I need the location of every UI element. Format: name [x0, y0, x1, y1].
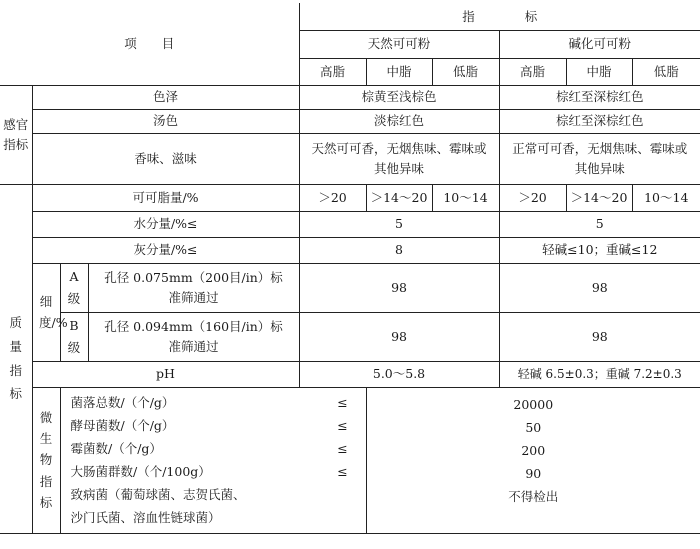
- yeast-name: 酵母菌数/（个/g）: [70, 418, 175, 433]
- pathogen-name-2: 沙门氏菌、溶血性链球菌）: [70, 510, 221, 525]
- fat-alkalized-mid: ＞14～20: [566, 184, 632, 211]
- colony-op: ≤: [337, 395, 348, 410]
- fineness-a-text: [88, 263, 299, 312]
- colony-name: 菌落总数/（个/g）: [70, 395, 175, 410]
- aroma-name: 香味、滋味: [32, 133, 299, 184]
- fineness-b-text: [88, 312, 299, 361]
- fineness-a-alkalized: 98: [499, 263, 700, 312]
- grade-mid-alkalized: 中脂: [566, 58, 632, 85]
- micro-item-colony: [71, 391, 360, 414]
- aroma-natural: [299, 133, 499, 184]
- ash-name: 灰分量/%≤: [32, 237, 299, 263]
- grade-a-text: A级: [67, 269, 81, 306]
- fineness-b-natural: 98: [299, 312, 499, 361]
- grade-a-label: [60, 263, 88, 312]
- indicator-header: [299, 3, 700, 30]
- fat-alkalized-low: 10～14: [632, 184, 700, 211]
- quality-group-label: [0, 184, 32, 533]
- yeast-op: ≤: [337, 418, 348, 433]
- fat-alkalized-high: ＞20: [499, 184, 566, 211]
- pathogen-name-1: 致病菌（葡萄球菌、志贺氏菌、: [70, 487, 246, 502]
- item-header: [0, 3, 299, 85]
- grade-mid-natural: 中脂: [366, 58, 432, 85]
- moisture-natural: 5: [299, 211, 499, 237]
- micro-item-yeast: [71, 414, 360, 437]
- moisture-alkalized: 5: [499, 211, 700, 237]
- micro-items: [60, 387, 366, 533]
- fineness-b-desc: 孔径 0.094mm（160目/in）标准筛通过: [104, 319, 283, 354]
- fineness-label: [32, 263, 68, 361]
- ph-natural: 5.0～5.8: [299, 361, 499, 387]
- pathogen-value-blank: [369, 508, 699, 531]
- grade-high-natural: 高脂: [299, 58, 366, 85]
- alkalized-header: 碱化可可粉: [499, 30, 700, 58]
- pathogen-value: 不得检出: [508, 489, 559, 504]
- fineness-b-alkalized: 98: [499, 312, 700, 361]
- aroma-alkalized: [499, 133, 700, 184]
- ph-name: pH: [32, 361, 299, 387]
- micro-item-mold: [71, 437, 360, 460]
- grade-b-text: B级: [67, 318, 81, 355]
- micro-group-text: 微生物指标: [39, 409, 53, 510]
- micro-item-pathogen-cont: [71, 506, 360, 529]
- liquor-color-natural: 淡棕红色: [299, 109, 499, 133]
- mold-name: 霉菌数/（个/g）: [70, 441, 162, 456]
- liquor-color-name: 汤色: [32, 109, 299, 133]
- moisture-name: 水分量/%≤: [32, 211, 299, 237]
- sensory-group-label: [0, 85, 32, 184]
- liquor-color-alkalized: 棕红至深棕红色: [499, 109, 700, 133]
- grade-low-alkalized: 低脂: [632, 58, 700, 85]
- aroma-alkalized-text: 正常可可香，无烟焦味、霉味或其他异味: [512, 141, 688, 176]
- ph-alkalized: 轻碱 6.5±0.3；重碱 7.2±0.3: [499, 361, 700, 387]
- coliform-name: 大肠菌群数/（个/100g）: [70, 464, 211, 479]
- sensory-group-text: 感官指标: [3, 117, 29, 152]
- grade-low-natural: 低脂: [432, 58, 499, 85]
- mold-value: 200: [521, 443, 546, 458]
- indicator-header-label: 指 标: [462, 8, 538, 24]
- fat-natural-low: 10～14: [432, 184, 499, 211]
- fat-natural-mid: ＞14～20: [366, 184, 432, 211]
- item-header-label: 项 目: [124, 36, 175, 52]
- colony-value: 20000: [513, 397, 554, 412]
- micro-group-label: [32, 387, 60, 533]
- quality-group-text: 质量指标: [9, 315, 22, 402]
- fat-natural-high: ＞20: [299, 184, 366, 211]
- mold-op: ≤: [337, 441, 348, 456]
- color-natural: 棕黄至浅棕色: [299, 85, 499, 109]
- ash-alkalized: 轻碱≤10；重碱≤12: [499, 237, 700, 263]
- micro-item-pathogen: [71, 483, 360, 506]
- yeast-value: 50: [525, 420, 542, 435]
- aroma-natural-text: 天然可可香，无烟焦味、霉味或其他异味: [311, 141, 487, 176]
- coliform-value: 90: [525, 466, 542, 481]
- fat-name: 可可脂量/%: [32, 184, 299, 211]
- coliform-op: ≤: [337, 464, 348, 479]
- fineness-label-text: 细度/%: [39, 293, 68, 330]
- natural-header: 天然可可粉: [299, 30, 499, 58]
- ash-natural: 8: [299, 237, 499, 263]
- micro-values: [366, 387, 700, 533]
- cocoa-powder-spec-table: [0, 3, 700, 534]
- micro-item-coliform: [71, 460, 360, 483]
- color-alkalized: 棕红至深棕红色: [499, 85, 700, 109]
- grade-high-alkalized: 高脂: [499, 58, 566, 85]
- color-name: 色泽: [32, 85, 299, 109]
- fineness-a-natural: 98: [299, 263, 499, 312]
- fineness-a-desc: 孔径 0.075mm（200目/in）标准筛通过: [104, 270, 283, 305]
